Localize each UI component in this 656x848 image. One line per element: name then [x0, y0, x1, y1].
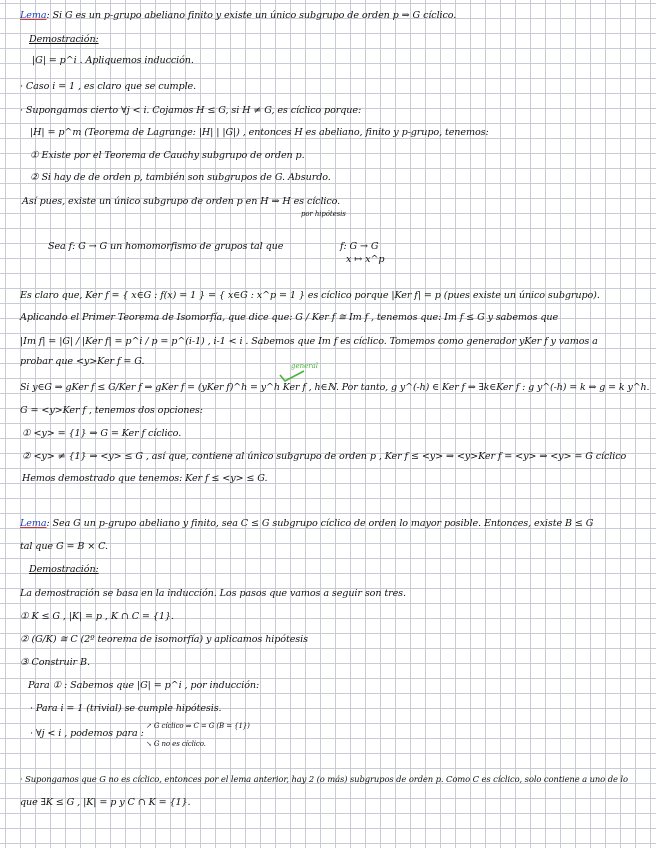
lemma1-item1: ① Existe por el Teorema de Cauchy subgrupo de orden p.: [30, 150, 305, 161]
lemma1-ker2: Aplicando el Primer Teorema de Isomorfía, que dice que: G / Ker f ≅ Im f , tenemos que: Im f ≤ G y sabemos que: [20, 312, 559, 323]
lemma1-case2a: · Supongamos cierto ∀j < i. Cojamos H ≤ G, si H ≠ G, es cíclico porque:: [20, 105, 362, 116]
lemma1-ker3: |Im f| = |G| / |Ker f| = p^i / p = p^(i-1) , i-1 < i . Sabemos que Im f es cíclico. Tomemos como generador yKer f y vamos a: [20, 336, 598, 347]
lemma1-map-top: f: G → G: [340, 241, 379, 252]
lemma2-statement: : Sea G un p-grupo abeliano y finito, sea C ≤ G subgrupo cíclico de orden lo mayor posible. Entonces, existe B ≤ G: [46, 518, 594, 529]
lemma1-statement: : Si G es un p-grupo abeliano finito y existe un único subgrupo de orden p ⇒ G cíclico.: [46, 10, 457, 21]
lemma1-end: Hemos demostrado que tenemos: Ker f ≤ <y> ≤ G.: [22, 473, 268, 484]
lemma1-hyp-note: por hipótesis: [301, 210, 346, 218]
lemma2-step1: ① K ≤ G , |K| = p , K ∩ C = {1}.: [20, 611, 174, 622]
lemma2-title: Lema: [20, 518, 47, 529]
lemma1-proof-label: Demostración:: [29, 34, 99, 45]
lemma2-proof-label: Demostración:: [29, 564, 99, 575]
lemma1-opt1: ① <y> = {1} ⇒ G = Ker f cíclico.: [22, 428, 182, 439]
lemma1-case2b: |H| = p^m (Teorema de Lagrange: |H| | |G|) , entonces H es abeliano, finito y p-grupo, tenemos:: [30, 127, 489, 138]
lemma1-ker4: probar que <y>Ker f = G.: [20, 356, 145, 367]
lemma2-sub2: · ∀j < i , podemos para :: [30, 728, 144, 739]
lemma2-branch2: ↘ G no es cíclico.: [146, 740, 206, 748]
lemma2-step2: ② (G/K) ≅ C (2º teorema de isomorfía) y aplicamos hipótesis: [20, 634, 308, 645]
lemma1-ker6: G = <y>Ker f , tenemos dos opciones:: [20, 405, 203, 416]
lemma2-intro: La demostración se basa en la inducción. Los pasos que vamos a seguir son tres.: [20, 588, 406, 599]
lemma1-homomorphism: Sea f: G → G un homomorfismo de grupos tal que: [48, 241, 284, 252]
lemma1-case1: · Caso i = 1 , es claro que se cumple.: [20, 81, 197, 92]
lemma2-final2: que ∃K ≤ G , |K| = p y C ∩ K = {1}.: [20, 797, 191, 808]
lemma1-opt2: ② <y> ≠ {1} ⇒ <y> ≤ G , así que, contiene al único subgrupo de orden p , Ker f ≤ <y> ⇒ <y>Ker f = <y> ⇒ <y> = G cíclico: [22, 451, 627, 462]
lemma1-conclusion: Así pues, existe un único subgrupo de orden p en H ⇒ H es cíclico.: [22, 196, 341, 207]
lemma1-induction: |G| = p^i . Apliquemos inducción.: [32, 55, 194, 66]
lemma2-line: [20, 517, 593, 531]
lemma2-sub1: · Para i = 1 (trivial) se cumple hipótesis.: [30, 703, 222, 714]
lemma2-para1: Para ① : Sabemos que |G| = p^i , por inducción:: [28, 680, 260, 691]
lemma1-line: [20, 9, 456, 23]
lemma2-statement2: tal que G = B × C.: [20, 541, 108, 552]
lemma1-title: Lema: [20, 10, 47, 21]
lemma1-map-bottom: x ↦ x^p: [346, 254, 385, 265]
green-note: general: [291, 362, 319, 370]
lemma2-final1: · Supongamos que G no es cíclico, entonces por el lema anterior, hay 2 (o más) subgrupos de orden p. Como C es cíclico, solo contiene a uno de lo: [20, 774, 628, 784]
lemma1-ker5: Si y∈G ⇒ gKer f ≤ G/Ker f ⇒ gKer f = (yKer f)^h = y^h Ker f , h∈ℕ. Por tanto, g y^(-h) ∈ Ker f ⇒ ∃k∈Ker f : g y^(-h) = k ⇒ g = k y^h.: [20, 382, 650, 393]
lemma2-branch1: ↗ G cíclico ⇒ C = G (B = {1}): [146, 722, 250, 730]
lemma1-item2: ② Si hay de de orden p, también son subgrupos de G. Absurdo.: [30, 172, 331, 183]
lemma2-step3: ③ Construir B.: [20, 657, 90, 668]
lemma1-ker1: Es claro que, Ker f = { x∈G : f(x) = 1 } = { x∈G : x^p = 1 } es cíclico porque |Ker f| = p (pues existe un único subgrupo).: [20, 290, 600, 301]
